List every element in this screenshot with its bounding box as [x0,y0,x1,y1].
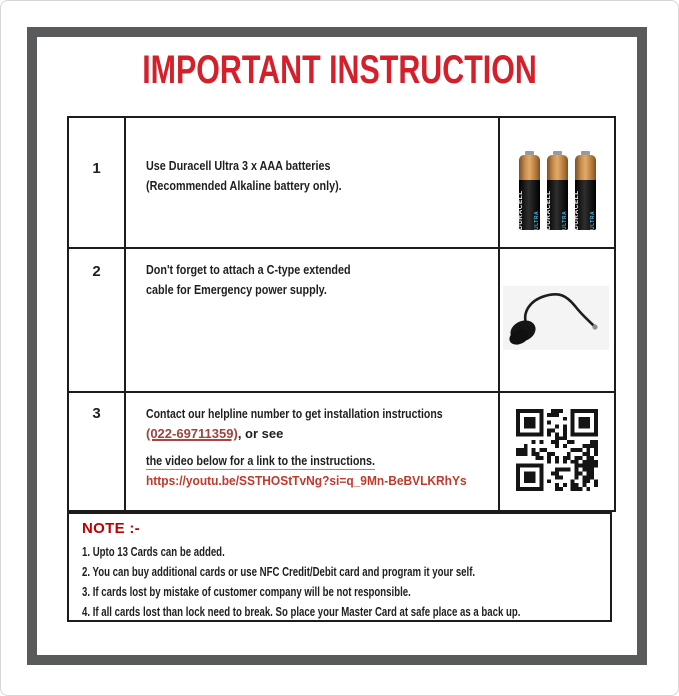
note-item-4: 4. If all cards lost than lock need to break. So place your Master Card at safe place as a back up. [82,604,521,619]
battery-icon: DURACELL ULTRA [519,151,540,230]
row-3-line-1: Contact our helpline number to get installation instructions [146,406,443,421]
qr-code-image [516,409,598,491]
note-item-2: 2. You can buy additional cards or use NFC Credit/Debit card and program it your self. [82,564,476,579]
cable-image-cell [500,249,614,393]
row-number: 3 [69,393,126,510]
row-3-text [126,393,500,510]
battery-image-cell [500,118,614,249]
row-2-line-1: Don't forget to attach a C-type extended [146,262,351,277]
c-type-cable-photo [503,286,609,350]
row-3-after-phone: , or see [237,426,284,441]
battery-icon: DURACELL ULTRA [547,151,568,230]
row-1-line-2: (Recommended Alkaline battery only). [146,178,342,193]
instruction-table [67,116,616,512]
duracell-batteries-photo [500,118,614,230]
row-1-line-1: Use Duracell Ultra 3 x AAA batteries [146,158,331,173]
row-number: 2 [69,249,126,393]
row-1-text [126,118,500,249]
note-box [67,512,612,622]
cable-illustration [503,286,609,350]
note-item-3: 3. If cards lost by mistake of customer company will be not responsible. [82,584,411,599]
page-title: IMPORTANT INSTRUCTION [142,48,537,92]
row-number: 1 [69,118,126,249]
youtube-link-text: https://youtu.be/SSTHOStTvNg?si=q_9Mn-BeBVLKRhYs [146,473,467,488]
row-3-video-text: the video below for a link to the instructions. [146,453,376,468]
row-2-text [126,249,500,393]
qr-image-cell [500,393,614,510]
note-item-1: 1. Upto 13 Cards can be added. [82,544,225,559]
row-2-line-2: cable for Emergency power supply. [146,282,327,297]
battery-icon: DURACELL ULTRA [575,151,596,230]
note-heading: NOTE :- [82,520,140,537]
helpline-number: (022-69711359) [146,426,238,441]
